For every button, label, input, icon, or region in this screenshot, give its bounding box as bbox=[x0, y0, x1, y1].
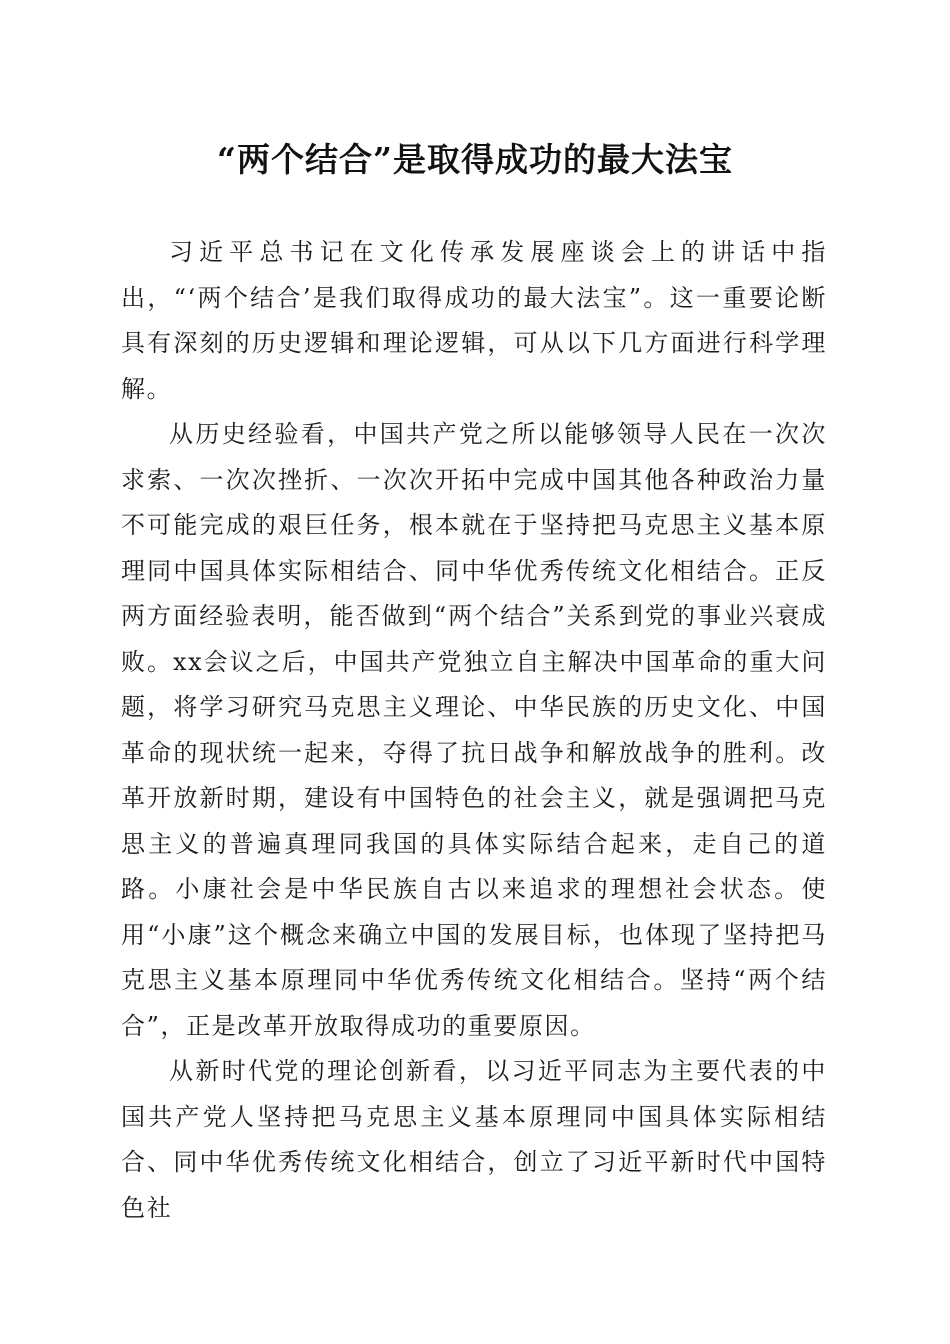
paragraph-intro: 习近平总书记在文化传承发展座谈会上的讲话中指出，“‘两个结合’是我们取得成功的最大法宝”。这一重要论断具有深刻的历史逻辑和理论逻辑，可从以下几方面进行科学理解。 bbox=[121, 238, 827, 403]
paragraph-theory: 从新时代党的理论创新看，以习近平同志为主要代表的中国共产党人坚持把马克思主义基本原理同中国具体实际相结合、同中华优秀传统文化相结合，创立了习近平新时代中国特色社 bbox=[121, 1057, 827, 1222]
document-body bbox=[121, 230, 827, 1231]
paragraph-history: 从历史经验看，中国共产党之所以能够领导人民在一次次求索、一次次挫折、一次次开拓中完成中国其他各种政治力量不可能完成的艰巨任务，根本就在于坚持把马克思主义基本原理同中国具体实际相结合、同中华优秀传统文化相结合。正反两方面经验表明，能否做到“两个结合”关系到党的事业兴衰成败。xx会议之后，中国共产党独立自主解决中国革命的重大问题，将学习研究马克思主义理论、中华民族的历史文化、中国革命的现状统一起来，夺得了抗日战争和解放战争的胜利。改革开放新时期，建设有中国特色的社会主义，就是强调把马克思主义的普遍真理同我国的具体实际结合起来，走自己的道路。小康社会是中华民族自古以来追求的理想社会状态。使用“小康”这个概念来确立中国的发展目标，也体现了坚持把马克思主义基本原理同中华优秀传统文化相结合。坚持“两个结合”，正是改革开放取得成功的重要原因。 bbox=[121, 420, 827, 1040]
document-title: “两个结合”是取得成功的最大法宝 bbox=[217, 140, 733, 179]
